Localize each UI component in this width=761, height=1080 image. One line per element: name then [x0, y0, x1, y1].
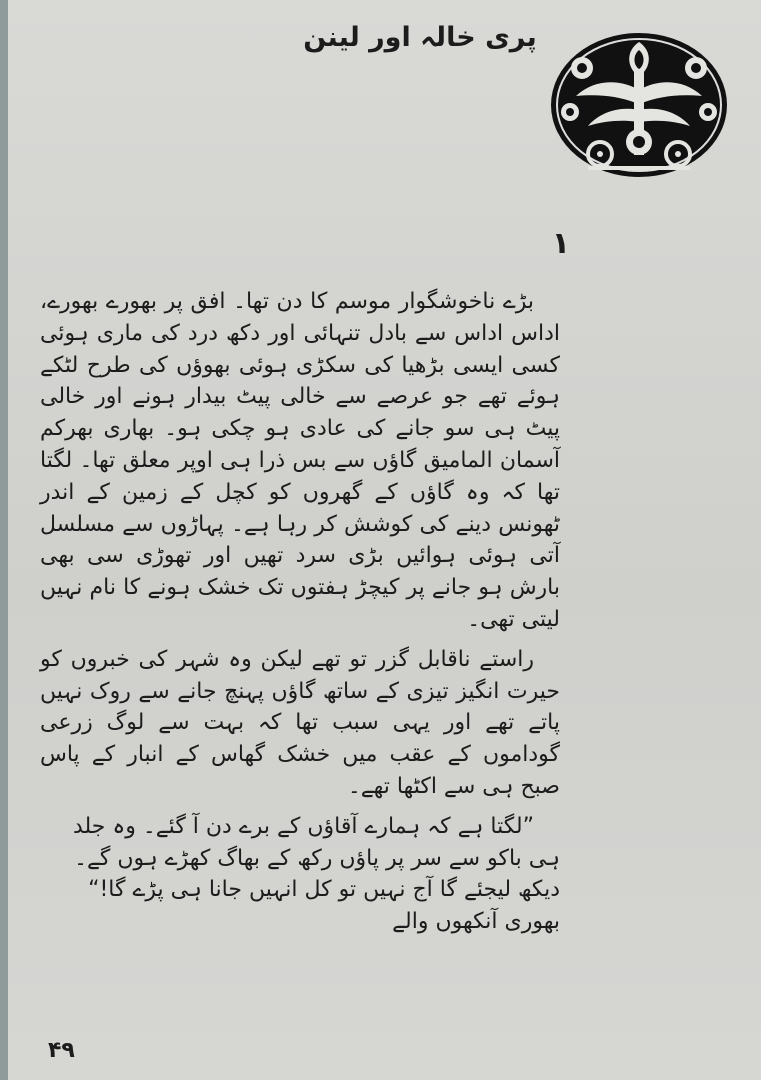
page-number: ۴۹ — [48, 1038, 75, 1063]
paragraph-2: راستے ناقابل گزر تو تھے لیکن وہ شہر کی خبروں کو حیرت انگیز تیزی کے ساتھ گاؤں پہنچ جانے سے روک نہیں پاتے تھے اور یہی سبب تھا کہ بہت سے لوگ زرعی گوداموں کے عقب میں خشک گھاس کے انبار کے پاس صبح ہی سے اکٹھا تھے۔ — [40, 646, 560, 799]
paragraph-3: ”لگتا ہے کہ ہمارے آقاؤں کے برے دن آ گئے۔ وہ جلد ہی باکو سے سر پر پاؤں رکھ کے بھاگ کھڑے ہوں گے۔ دیکھ لیجئے گا آج نہیں تو کل انہیں جانا ہی پڑے گا!“ بھوری آنکھوں والے — [72, 813, 560, 935]
chapter-number: ١ — [551, 226, 570, 261]
tree-ornament-icon — [548, 30, 730, 180]
paragraph-1: بڑے ناخوشگوار موسم کا دن تھا۔ افق پر بھورے بھورے، اداس اداس سے بادل تنہائی اور دکھ درد کی ماری ہوئی کسی ایسی بڑھیا کی سکڑی ہوئی بھوؤں کی طرح لٹکے ہوئے تھے جو عرصے سے خالی پیٹ بیدار ہونے اور خالی پیٹ ہی سو جانے کی عادی ہو چکی ہو۔ بھاری بھرکم آسمان المامیق گاؤں سے بس ذرا ہی اوپر معلق تھا۔ لگتا تھا کہ وہ گاؤں کے گھروں کو کچل کے زمین کے اندر ٹھونس دینے کی کوشش کر رہا ہے۔ پہاڑوں سے مسلسل آتی ہوئی ہوائیں بڑی سرد تھیں اور تھوڑی سی بھی بارش ہو جانے پر کیچڑ ہفتوں تک خشک ہونے کا نام نہیں لیتی تھی۔ — [40, 289, 560, 632]
body-text — [40, 286, 560, 946]
chapter-title: پری خالہ اور لینن — [303, 22, 537, 53]
page-edge — [0, 0, 8, 1080]
